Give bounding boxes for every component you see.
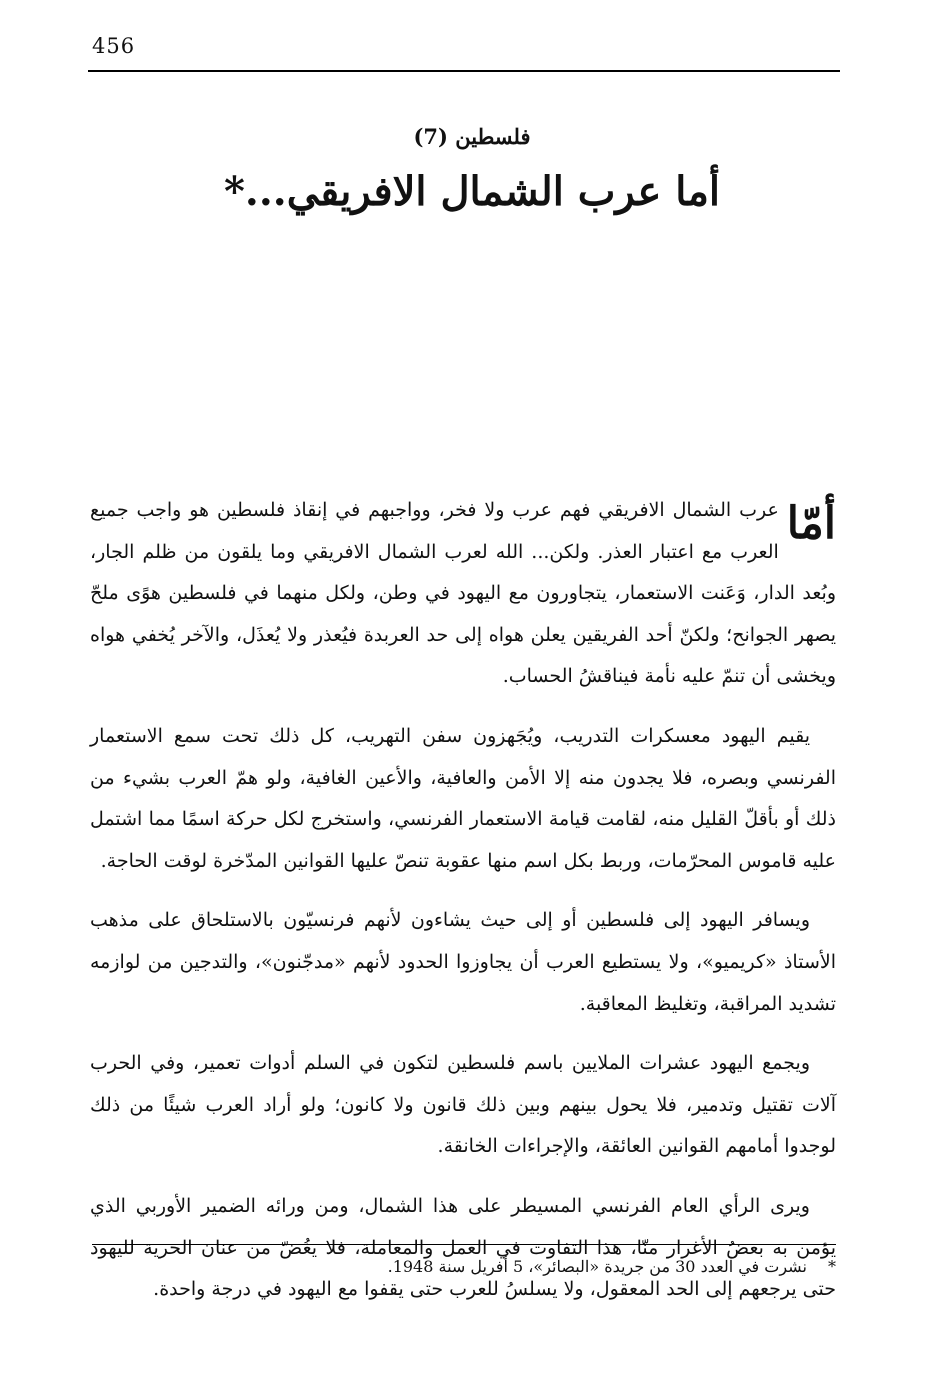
page-number: 456: [92, 34, 136, 58]
paragraph: يقيم اليهود معسكرات التدريب، ويُجَهزون سفن التهريب، كل ذلك تحت سمع الاستعمار الفرنسي وبصره، فلا يجدون منه إلا الأمن والعافية، والأعين الغافية، ولو همّ العرب بشيء من ذلك أو بأقلّ القليل منه، لقامت قيامة الاستعمار الفرنسي، واستخرج لكل حركة اسمًا مما اشتمل عليه قاموس المحرّمات، وربط بكل اسم منها عقوبة تنصّ عليها القوانين المدّخرة لوقت الحاجة.: [90, 724, 836, 872]
paragraph: [90, 490, 836, 698]
header-rule: [88, 70, 840, 72]
paragraph-text: عرب الشمال الافريقي فهم عرب ولا فخر، وواجبهم في إنقاذ فلسطين هو واجب جميع العرب مع اعتبار العذر. ولكن... الله لعرب الشمال الافريقي وما يلقون من ظلم الجار، وبُعد الدار، وَعَنت الاستعمار، يتجاورون مع اليهود في وطن، ولكل منهما في فلسطين هوًى ملحّ يصهر الجوانح؛ ولكنّ أحد الفريقين يعلن هواه إلى حد العربدة فيُعذر ولا يُعذَل، والآخر يُخفي هواه ويخشى أن تنمّ عليه نأمة فيناقشُ الحساب.: [90, 499, 836, 688]
main-title: أما عرب الشمال الافريقي...*: [224, 168, 720, 215]
dropcap: أمّا: [786, 498, 836, 549]
footnote-marker: *: [828, 1257, 836, 1276]
paragraph: ويسافر اليهود إلى فلسطين أو إلى حيث يشاءون لأنهم فرنسيّون بالاستلحاق على مذهب الأستاذ «كريميو»، ولا يستطيع العرب أن يجاوزوا الحدود لأنهم «مدجّنون»، والتدجين من لوازمه تشديد المراقبة، وتغليظ المعاقبة.: [90, 909, 836, 1015]
footnote: [90, 1254, 836, 1280]
paragraph: ويرى الرأي العام الفرنسي المسيطر على هذا الشمال، ومن ورائه الضمير الأوربي الذي يؤمن به بعضُ الأغرار منّا، هذا التفاوت في العمل والمعاملة، فلا يغُضّ من عنان الحرية لليهود حتى يرجعهم إلى الحد المعقول، ولا يسلسُ للعرب حتى يقفوا مع اليهود في درجة واحدة.: [90, 1194, 836, 1301]
footnote-text: نشرت في العدد 30 من جريدة «البصائر»، 5 أفريل سنة 1948.: [387, 1257, 807, 1276]
footnote-rule: [92, 1244, 836, 1245]
series-title: فلسطين (7): [413, 124, 531, 149]
body-text: [90, 490, 836, 1329]
paragraph: ويجمع اليهود عشرات الملايين باسم فلسطين لتكون في السلم أدوات تعمير، وفي الحرب آلات تقتيل وتدمير، فلا يحول بينهم وبين ذلك قانون ولا كانون؛ ولو أراد العرب شيئًا من ذلك لوجدوا أمامهم القوانين العائقة، والإجراءات الخانقة.: [90, 1052, 836, 1158]
